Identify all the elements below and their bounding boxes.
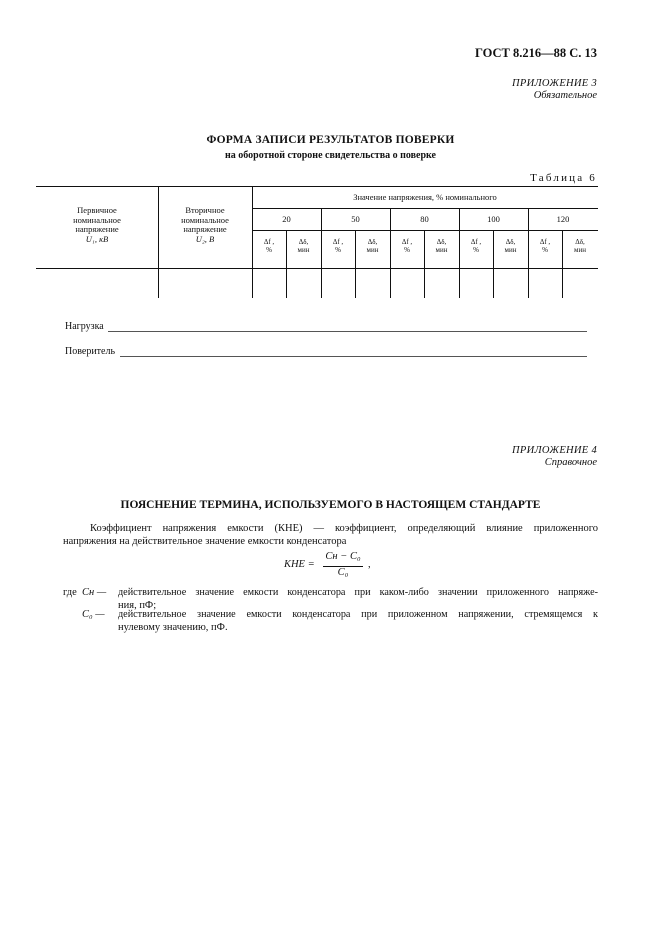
subcap-phase-error: Δδ, мин — [574, 238, 586, 254]
results-table — [36, 186, 598, 298]
def1-line-1: действительное значение емкости конденсатора при каком-либо значении приложенного напряже- — [118, 587, 598, 598]
def1-line-2: ния, пФ; — [118, 600, 157, 611]
appendix-4-block — [512, 445, 597, 469]
table-top-border — [36, 186, 598, 187]
subcap-phase-error: Δδ, мин — [504, 238, 517, 254]
appendix-4-status: Справочное — [544, 457, 597, 468]
group-header: Значение напряжения, % номинального — [353, 192, 497, 202]
load-field-label: Нагрузка — [65, 321, 104, 332]
voltage-80: 80 — [420, 214, 429, 224]
page-header: ГОСТ 8.216—88 С. 13 — [474, 46, 597, 60]
appendix-3-title: ПРИЛОЖЕНИЕ 3 — [512, 78, 597, 89]
appendix-3-status: Обязательное — [533, 90, 597, 101]
subcap-freq-error: Δf , % — [332, 238, 344, 254]
subcap-freq-error: Δf , % — [263, 238, 275, 254]
para-line-1: Коэффициент напряжения емкости (КНЕ) — коэффициент, определяющий влияние приложенного — [90, 523, 598, 534]
formula-tail: , — [368, 559, 371, 570]
subcap-freq-error: Δf , % — [539, 238, 551, 254]
table-header-bottom — [36, 268, 598, 269]
appendix-3-block — [512, 78, 597, 102]
voltage-100: 100 — [487, 214, 500, 224]
verifier-field-label: Поверитель — [65, 346, 116, 357]
subcap-freq-error: Δf , % — [401, 238, 413, 254]
section-title: ПОЯСНЕНИЕ ТЕРМИНА, ИСПОЛЬЗУЕМОГО В НАСТОЯЩЕМ СТАНДАРТЕ — [120, 499, 541, 511]
def1-symbol: Cн — — [82, 587, 107, 598]
subcap-phase-error: Δδ, мин — [435, 238, 448, 254]
voltage-50: 50 — [351, 214, 360, 224]
col-primary-voltage: Первичное номинальное напряжение U₁, кВ — [73, 205, 121, 244]
form-title: ФОРМА ЗАПИСИ РЕЗУЛЬТАТОВ ПОВЕРКИ — [206, 134, 455, 146]
formula-numerator: Cн − C₀ — [325, 551, 361, 562]
load-field-line[interactable] — [108, 331, 587, 332]
verifier-field-line[interactable] — [120, 356, 587, 357]
subcap-freq-error: Δf , % — [470, 238, 482, 254]
formula-denominator: C₀ — [337, 567, 349, 578]
subcap-phase-error: Δδ, мин — [366, 238, 379, 254]
def2-symbol: C₀ — — [82, 609, 105, 620]
col-secondary-voltage: Вторичное номинальное напряжение U₂, В — [181, 205, 229, 244]
def2-line-1: действительное значение емкости конденсатора при приложенном напряжении, стремящемся к — [118, 609, 598, 620]
where-label: где — [63, 587, 77, 598]
form-subtitle: на оборотной стороне свидетельства о поверке — [225, 150, 436, 161]
subcap-phase-error: Δδ, мин — [297, 238, 310, 254]
voltage-20: 20 — [282, 214, 291, 224]
voltage-120: 120 — [556, 214, 570, 224]
appendix-4-title: ПРИЛОЖЕНИЕ 4 — [512, 445, 597, 456]
table-label: Таблица 6 — [530, 172, 597, 184]
table-group-divider — [252, 208, 598, 209]
def2-line-2: нулевому значению, пФ. — [118, 622, 228, 633]
para-line-2: напряжения на действительное значение емкости конденсатора — [63, 536, 347, 547]
table-voltage-divider — [252, 230, 598, 231]
formula-lhs: КНЕ = — [284, 559, 315, 570]
